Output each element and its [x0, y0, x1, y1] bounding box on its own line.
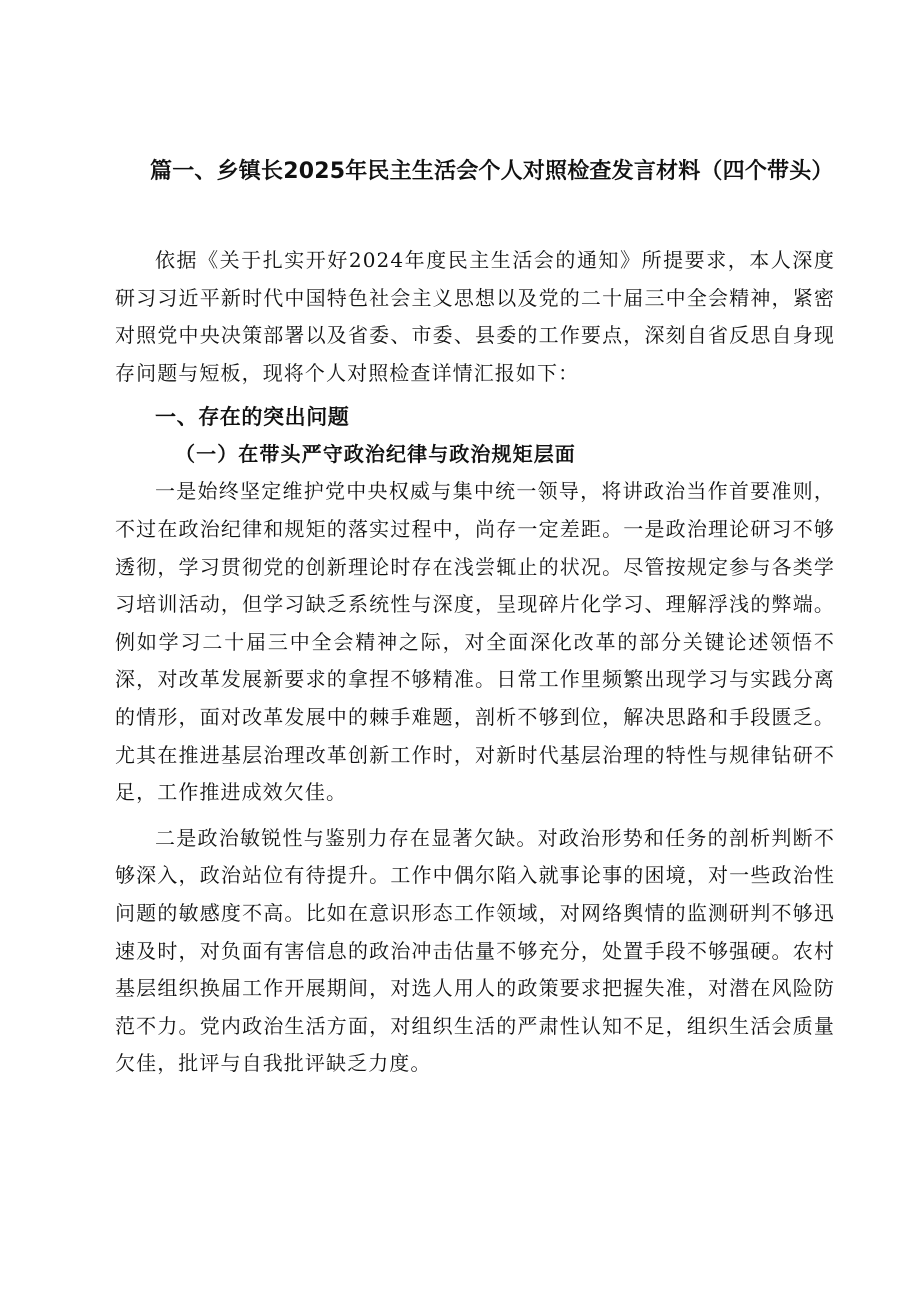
intro-paragraph: 依据《关于扎实开好2024年度民主生活会的通知》所提要求，本人深度研习习近平新时代中国特色社会主义思想以及党的二十届三中全会精神，紧密对照党中央决策部署以及省委、市委、县委的工作要点，深刻自省反思自身现存问题与短板，现将个人对照检查详情汇报如下： [115, 248, 835, 385]
document-body [115, 242, 835, 1083]
body-paragraph-2: 二是政治敏锐性与鉴别力存在显著欠缺。对政治形势和任务的剖析判断不够深入，政治站位有待提升。工作中偶尔陷入就事论事的困境，对一些政治性问题的敏感度不高。比如在意识形态工作领域，对网络舆情的监测研判不够迅速及时，对负面有害信息的政治冲击估量不够充分，处置手段不够强硬。农村基层组织换届工作开展期间，对选人用人的政策要求把握失准，对潜在风险防范不力。党内政治生活方面，对组织生活的严肃性认知不足，组织生活会质量欠佳，批评与自我批评缺乏力度。 [115, 825, 835, 1076]
section-heading-problems: 一、存在的突出问题 [155, 405, 350, 430]
spacer [115, 812, 835, 820]
document-title: 篇一、乡镇长2025年民主生活会个人对照检查发言材料（四个带头） [150, 159, 834, 184]
subsection-heading-political-discipline: （一）在带头严守政治纪律与政治规矩层面 [175, 442, 576, 467]
body-paragraph-1: 一是始终坚定维护党中央权威与集中统一领导，将讲政治当作首要准则，不过在政治纪律和规矩的落实过程中，尚存一定差距。一是政治理论研习不够透彻，学习贯彻党的创新理论时存在浅尝辄止的状况。尽管按规定参与各类学习培训活动，但学习缺乏系统性与深度，呈现碎片化学习、理解浮浅的弊端。例如学习二十届三中全会精神之际，对全面深化改革的部分关键论述领悟不深，对改革发展新要求的拿捏不够精准。日常工作里频繁出现学习与实践分离的情形，面对改革发展中的棘手难题，剖析不够到位，解决思路和手段匮乏。尤其在推进基层治理改革创新工作时，对新时代基层治理的特性与规律钻研不足，工作推进成效欠佳。 [115, 479, 835, 805]
